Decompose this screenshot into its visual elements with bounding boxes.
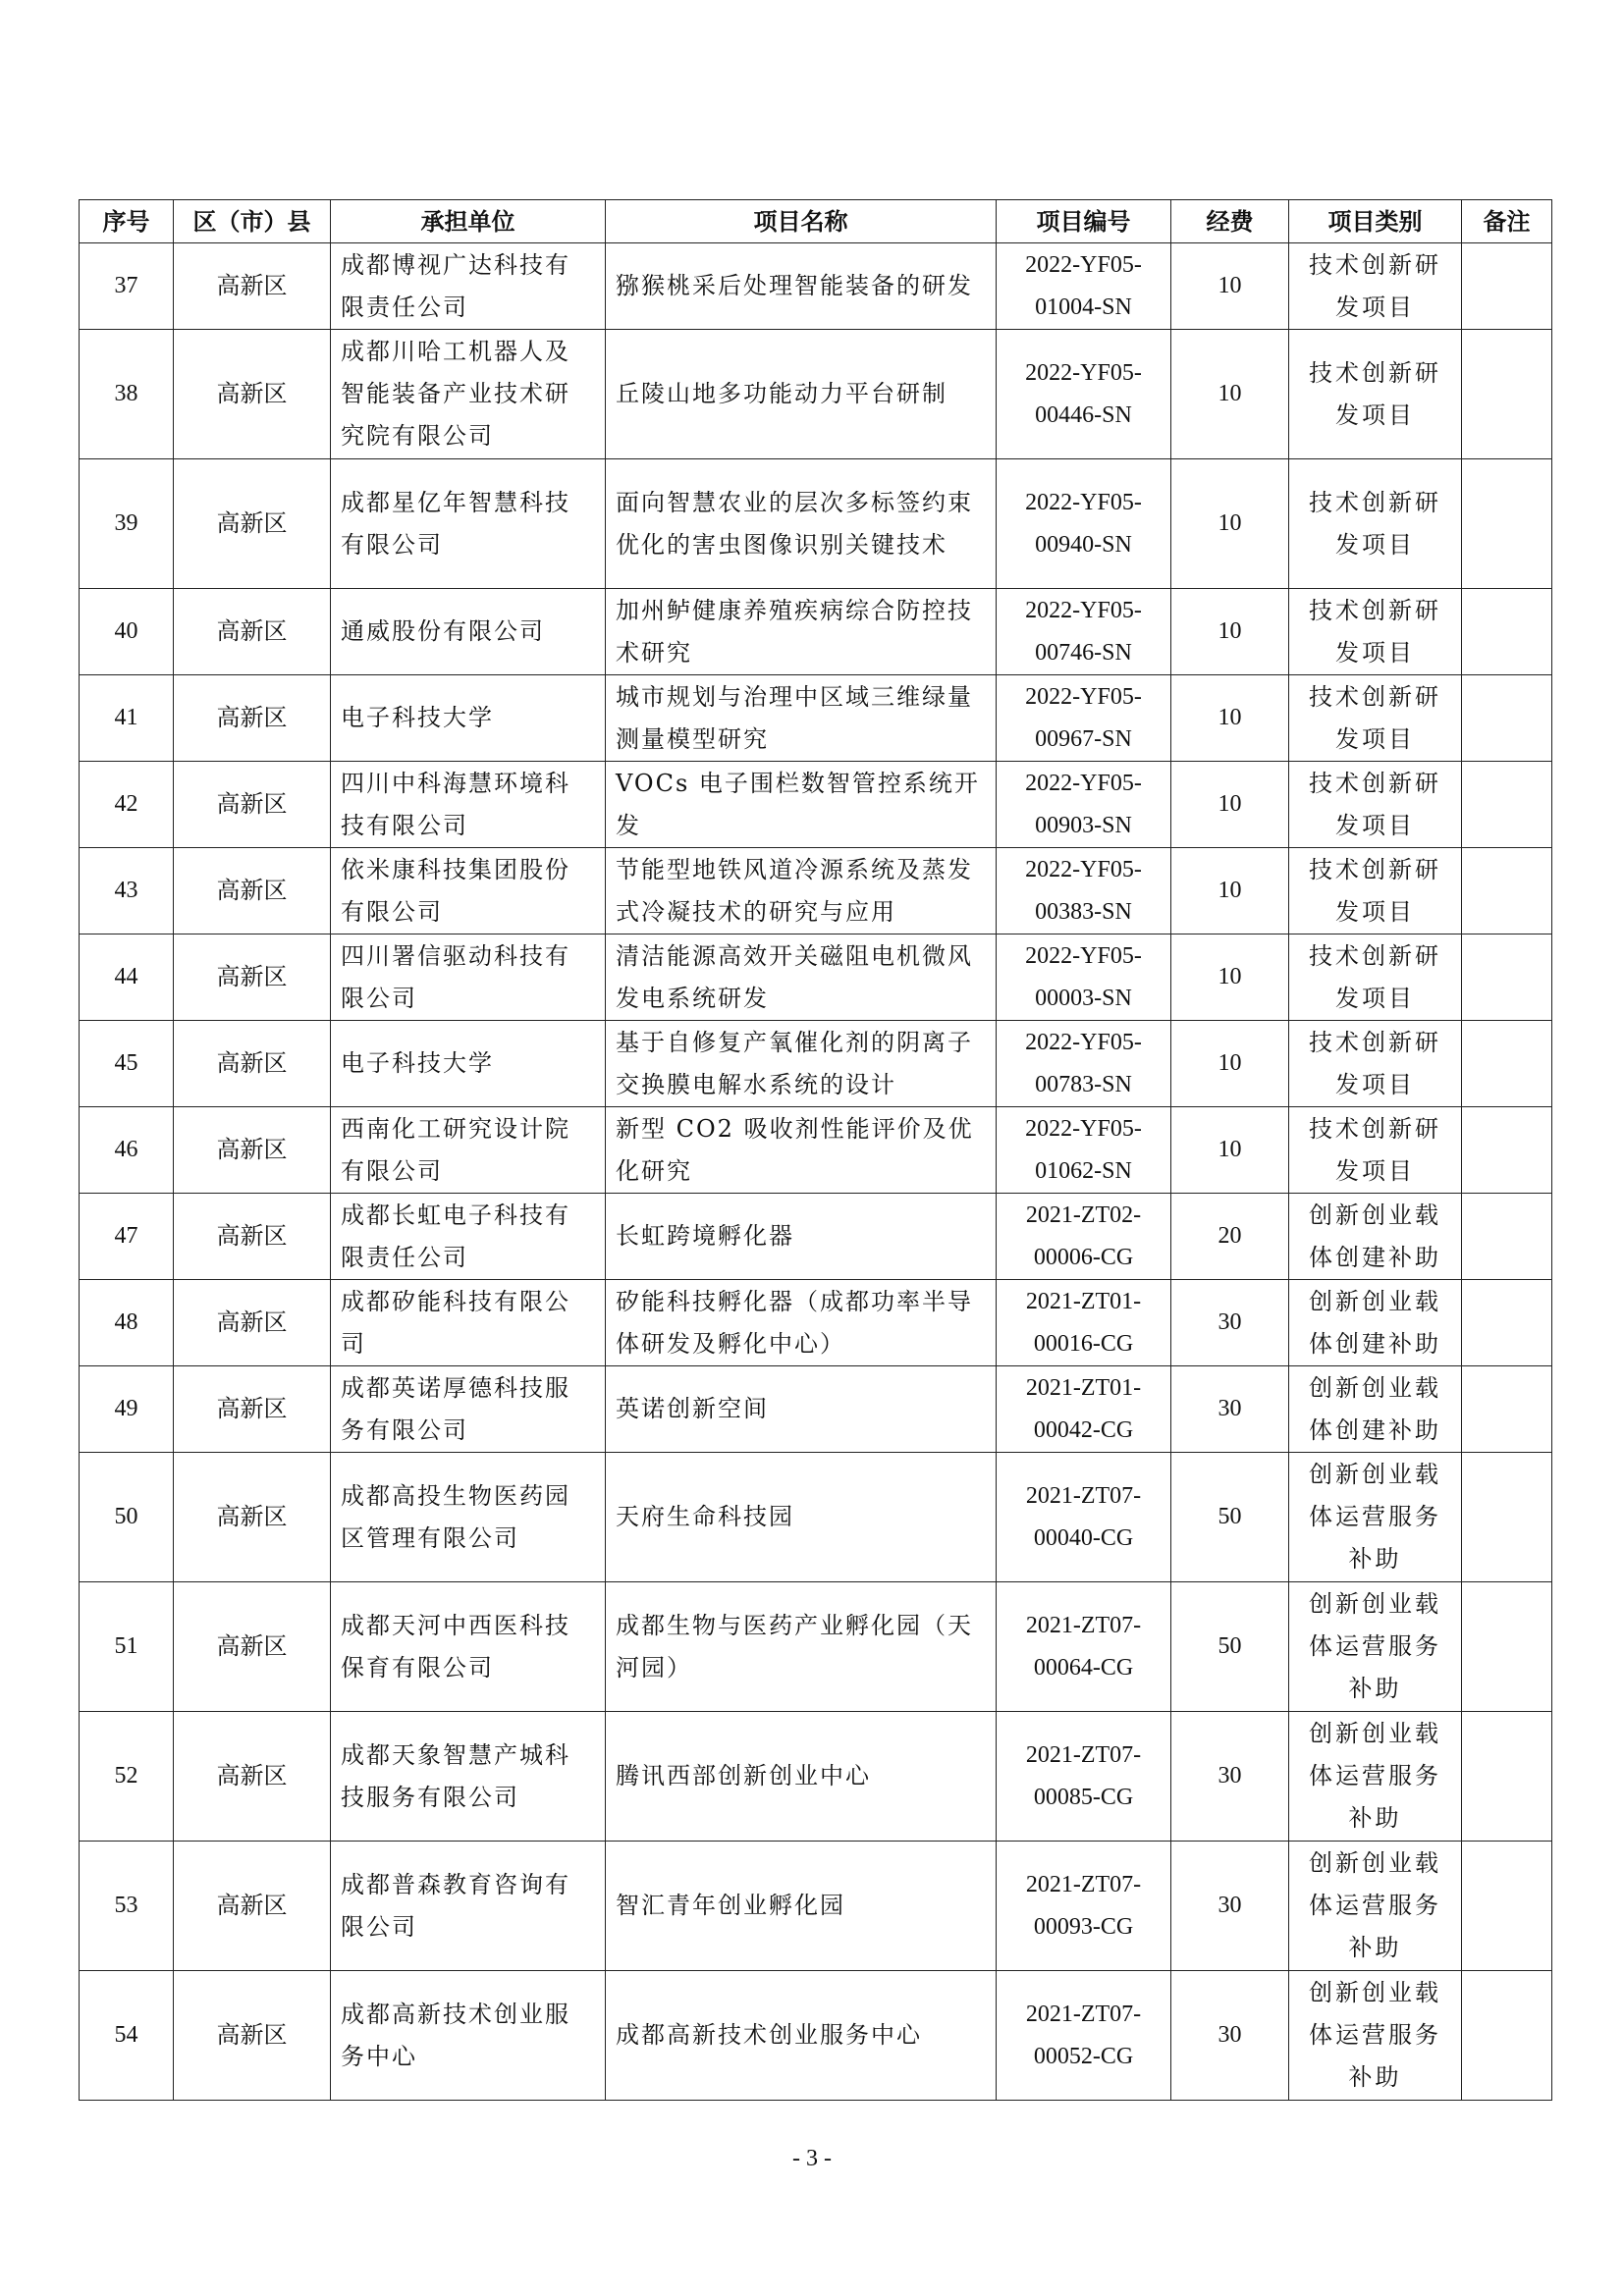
organization-cell: 四川署信驱动科技有限公司 [331,934,606,1021]
row-number: 46 [80,1107,174,1194]
table-row [80,330,1552,459]
table-row [80,1582,1552,1712]
table-row [80,1021,1552,1107]
category-cell: 创新创业载体创建补助 [1289,1280,1462,1366]
category-cell: 创新创业载体创建补助 [1289,1194,1462,1280]
note-cell [1462,589,1552,675]
category-cell: 技术创新研发项目 [1289,1021,1462,1107]
table-row [80,1194,1552,1280]
district-cell: 高新区 [174,1280,331,1366]
category-cell: 技术创新研发项目 [1289,589,1462,675]
table-row [80,1842,1552,1971]
table-row [80,934,1552,1021]
row-number: 53 [80,1842,174,1971]
project-name-cell: 加州鲈健康养殖疾病综合防控技术研究 [606,589,997,675]
table-row [80,459,1552,589]
district-cell: 高新区 [174,243,331,330]
project-name-cell: 猕猴桃采后处理智能装备的研发 [606,243,997,330]
project-name-cell: 矽能科技孵化器（成都功率半导体研发及孵化中心） [606,1280,997,1366]
row-number: 41 [80,675,174,762]
row-number: 42 [80,762,174,848]
fund-cell: 50 [1171,1453,1289,1582]
row-number: 43 [80,848,174,934]
project-code-cell: 2021-ZT01-00042-CG [997,1366,1171,1453]
organization-cell: 四川中科海慧环境科技有限公司 [331,762,606,848]
project-name-cell: 智汇青年创业孵化园 [606,1842,997,1971]
fund-cell: 30 [1171,1842,1289,1971]
district-cell: 高新区 [174,848,331,934]
header-num: 序号 [80,200,174,243]
organization-cell: 通威股份有限公司 [331,589,606,675]
fund-cell: 10 [1171,1107,1289,1194]
note-cell [1462,1712,1552,1842]
note-cell [1462,243,1552,330]
category-cell: 技术创新研发项目 [1289,1107,1462,1194]
fund-cell: 30 [1171,1366,1289,1453]
project-code-cell: 2021-ZT07-00093-CG [997,1842,1171,1971]
row-number: 48 [80,1280,174,1366]
header-project-name: 项目名称 [606,200,997,243]
project-name-cell: 成都生物与医药产业孵化园（天河园） [606,1582,997,1712]
organization-cell: 依米康科技集团股份有限公司 [331,848,606,934]
organization-cell: 成都英诺厚德科技服务有限公司 [331,1366,606,1453]
organization-cell: 成都高新技术创业服务中心 [331,1971,606,2101]
project-name-cell: 节能型地铁风道冷源系统及蒸发式冷凝技术的研究与应用 [606,848,997,934]
project-code-cell: 2022-YF05-00903-SN [997,762,1171,848]
project-code-cell: 2021-ZT07-00085-CG [997,1712,1171,1842]
project-name-cell: 新型 CO2 吸收剂性能评价及优化研究 [606,1107,997,1194]
district-cell: 高新区 [174,1194,331,1280]
organization-cell: 成都川哈工机器人及智能装备产业技术研究院有限公司 [331,330,606,459]
header-fund: 经费 [1171,200,1289,243]
note-cell [1462,1194,1552,1280]
table-row [80,1107,1552,1194]
fund-cell: 30 [1171,1712,1289,1842]
project-name-cell: 腾讯西部创新创业中心 [606,1712,997,1842]
table-row [80,1712,1552,1842]
project-code-cell: 2021-ZT07-00052-CG [997,1971,1171,2101]
district-cell: 高新区 [174,762,331,848]
project-name-cell: VOCs 电子围栏数智管控系统开发 [606,762,997,848]
organization-cell: 成都天河中西医科技保育有限公司 [331,1582,606,1712]
note-cell [1462,1453,1552,1582]
project-name-cell: 成都高新技术创业服务中心 [606,1971,997,2101]
category-cell: 创新创业载体创建补助 [1289,1366,1462,1453]
note-cell [1462,1971,1552,2101]
table-row [80,1280,1552,1366]
note-cell [1462,1021,1552,1107]
project-code-cell: 2022-YF05-00446-SN [997,330,1171,459]
project-code-cell: 2022-YF05-00383-SN [997,848,1171,934]
category-cell: 创新创业载体运营服务补助 [1289,1712,1462,1842]
project-name-cell: 天府生命科技园 [606,1453,997,1582]
note-cell [1462,762,1552,848]
table-body [80,243,1552,2101]
project-code-cell: 2022-YF05-00003-SN [997,934,1171,1021]
fund-cell: 30 [1171,1280,1289,1366]
row-number: 47 [80,1194,174,1280]
district-cell: 高新区 [174,675,331,762]
table-row [80,848,1552,934]
district-cell: 高新区 [174,1021,331,1107]
fund-cell: 30 [1171,1971,1289,2101]
category-cell: 创新创业载体运营服务补助 [1289,1453,1462,1582]
organization-cell: 成都矽能科技有限公司 [331,1280,606,1366]
table-row [80,675,1552,762]
table-row [80,589,1552,675]
organization-cell: 电子科技大学 [331,1021,606,1107]
organization-cell: 成都星亿年智慧科技有限公司 [331,459,606,589]
row-number: 54 [80,1971,174,2101]
header-district: 区（市）县 [174,200,331,243]
category-cell: 创新创业载体运营服务补助 [1289,1842,1462,1971]
district-cell: 高新区 [174,1842,331,1971]
category-cell: 创新创业载体运营服务补助 [1289,1971,1462,2101]
table-row [80,762,1552,848]
district-cell: 高新区 [174,1971,331,2101]
fund-cell: 10 [1171,243,1289,330]
project-code-cell: 2022-YF05-00967-SN [997,675,1171,762]
fund-cell: 10 [1171,675,1289,762]
note-cell [1462,330,1552,459]
note-cell [1462,1366,1552,1453]
project-code-cell: 2022-YF05-01004-SN [997,243,1171,330]
table-row [80,1971,1552,2101]
project-table [79,199,1552,2101]
row-number: 40 [80,589,174,675]
page-number: - 3 - [792,2146,832,2171]
header-category: 项目类别 [1289,200,1462,243]
category-cell: 技术创新研发项目 [1289,934,1462,1021]
organization-cell: 成都博视广达科技有限责任公司 [331,243,606,330]
category-cell: 技术创新研发项目 [1289,762,1462,848]
note-cell [1462,675,1552,762]
fund-cell: 10 [1171,330,1289,459]
project-code-cell: 2021-ZT07-00040-CG [997,1453,1171,1582]
project-code-cell: 2022-YF05-01062-SN [997,1107,1171,1194]
district-cell: 高新区 [174,330,331,459]
note-cell [1462,848,1552,934]
project-name-cell: 基于自修复产氧催化剂的阴离子交换膜电解水系统的设计 [606,1021,997,1107]
fund-cell: 50 [1171,1582,1289,1712]
category-cell: 创新创业载体运营服务补助 [1289,1582,1462,1712]
organization-cell: 成都普森教育咨询有限公司 [331,1842,606,1971]
project-name-cell: 清洁能源高效开关磁阻电机微风发电系统研发 [606,934,997,1021]
project-name-cell: 面向智慧农业的层次多标签约束优化的害虫图像识别关键技术 [606,459,997,589]
row-number: 45 [80,1021,174,1107]
district-cell: 高新区 [174,1366,331,1453]
note-cell [1462,459,1552,589]
project-code-cell: 2021-ZT02-00006-CG [997,1194,1171,1280]
project-code-cell: 2022-YF05-00783-SN [997,1021,1171,1107]
organization-cell: 成都高投生物医药园区管理有限公司 [331,1453,606,1582]
row-number: 38 [80,330,174,459]
header-note: 备注 [1462,200,1552,243]
table-row [80,243,1552,330]
row-number: 51 [80,1582,174,1712]
row-number: 52 [80,1712,174,1842]
district-cell: 高新区 [174,1453,331,1582]
row-number: 39 [80,459,174,589]
note-cell [1462,1280,1552,1366]
row-number: 37 [80,243,174,330]
organization-cell: 成都天象智慧产城科技服务有限公司 [331,1712,606,1842]
note-cell [1462,1582,1552,1712]
organization-cell: 西南化工研究设计院有限公司 [331,1107,606,1194]
row-number: 44 [80,934,174,1021]
project-name-cell: 英诺创新空间 [606,1366,997,1453]
project-code-cell: 2022-YF05-00940-SN [997,459,1171,589]
fund-cell: 10 [1171,762,1289,848]
organization-cell: 成都长虹电子科技有限责任公司 [331,1194,606,1280]
fund-cell: 10 [1171,459,1289,589]
project-code-cell: 2022-YF05-00746-SN [997,589,1171,675]
row-number: 50 [80,1453,174,1582]
project-code-cell: 2021-ZT01-00016-CG [997,1280,1171,1366]
project-name-cell: 城市规划与治理中区域三维绿量测量模型研究 [606,675,997,762]
fund-cell: 10 [1171,848,1289,934]
organization-cell: 电子科技大学 [331,675,606,762]
category-cell: 技术创新研发项目 [1289,459,1462,589]
district-cell: 高新区 [174,934,331,1021]
district-cell: 高新区 [174,459,331,589]
table-row [80,1453,1552,1582]
fund-cell: 10 [1171,589,1289,675]
district-cell: 高新区 [174,589,331,675]
district-cell: 高新区 [174,1107,331,1194]
header-org: 承担单位 [331,200,606,243]
row-number: 49 [80,1366,174,1453]
table-row [80,1366,1552,1453]
project-name-cell: 长虹跨境孵化器 [606,1194,997,1280]
category-cell: 技术创新研发项目 [1289,330,1462,459]
district-cell: 高新区 [174,1712,331,1842]
category-cell: 技术创新研发项目 [1289,243,1462,330]
project-name-cell: 丘陵山地多功能动力平台研制 [606,330,997,459]
note-cell [1462,1107,1552,1194]
category-cell: 技术创新研发项目 [1289,848,1462,934]
fund-cell: 10 [1171,934,1289,1021]
note-cell [1462,934,1552,1021]
category-cell: 技术创新研发项目 [1289,675,1462,762]
note-cell [1462,1842,1552,1971]
project-code-cell: 2021-ZT07-00064-CG [997,1582,1171,1712]
fund-cell: 10 [1171,1021,1289,1107]
district-cell: 高新区 [174,1582,331,1712]
fund-cell: 20 [1171,1194,1289,1280]
header-project-code: 项目编号 [997,200,1171,243]
table-header-row [80,200,1552,243]
